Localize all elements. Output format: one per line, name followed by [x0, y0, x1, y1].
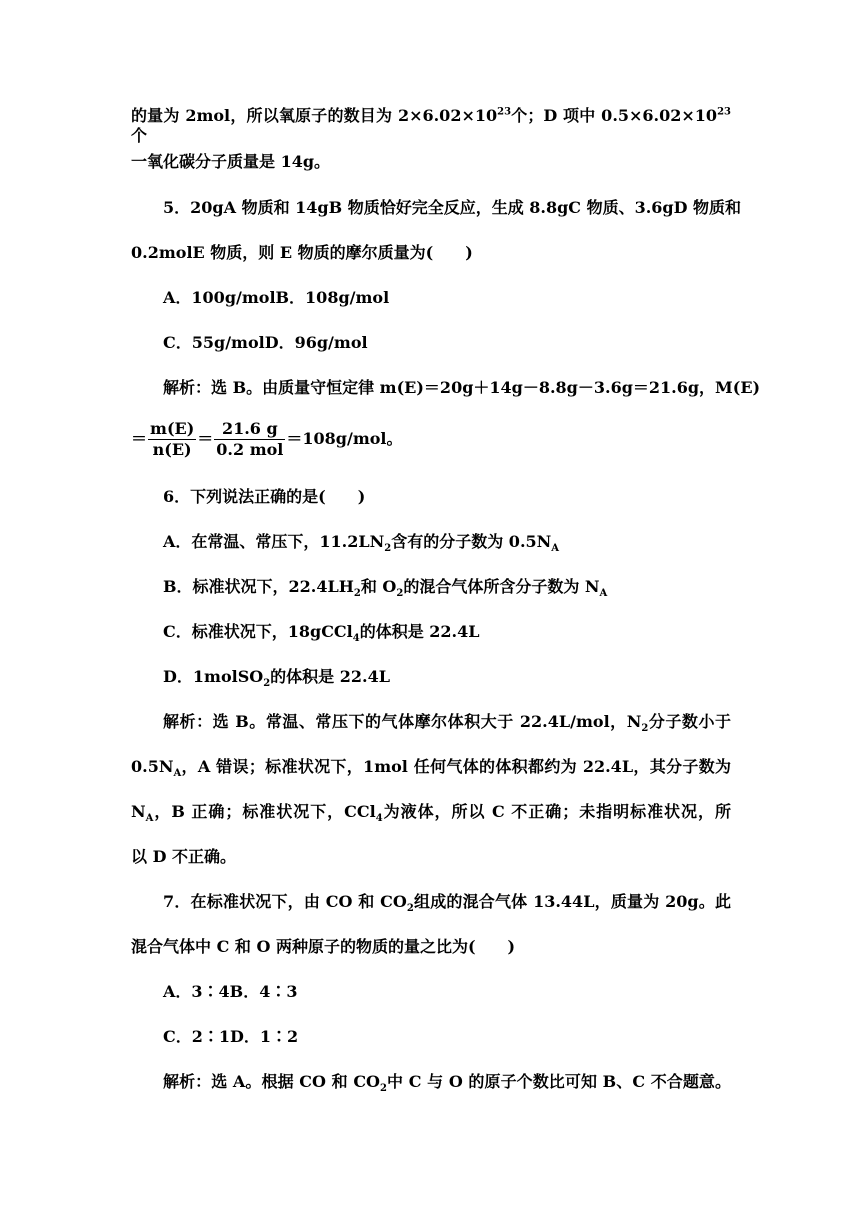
- q6-option-a: A．在常温、常压下，$11.2LN_2$含有的分子数为 $0.5N_A$: [163, 532, 560, 555]
- q5-options-ab: A．100g/molB．108g/mol: [163, 288, 390, 307]
- q6-option-c: C．标准状况下，18gCCl$_4$的体积是 22.4L: [163, 622, 480, 645]
- q7-options-cd: C．2∶1D．1∶2: [163, 1027, 299, 1046]
- q6-answer-line-1: 解析：选 B。常温、常压下的气体摩尔体积大于 22.4L/mol，$N_2$分子数小于: [163, 712, 731, 735]
- q5-stem-line-2: 0.2molE 物质，则 E 物质的摩尔质量为( ): [131, 243, 473, 262]
- q7-stem-line-2: 混合气体中 C 和 O 两种原子的物质的量之比为( ): [131, 937, 516, 956]
- q6-option-d: D．1molSO$_2$的体积是 22.4L: [163, 667, 390, 690]
- q6-answer-line-2: $0.5N_A$，A 错误；标准状况下，1mol 任何气体的体积都约为 22.4L，其分子数为: [131, 757, 731, 780]
- q7-answer: 解析：选 A。根据 CO 和 $CO_2$中 C 与 O 的原子个数比可知 B、C 不合题意。: [163, 1072, 731, 1095]
- q6-option-b: B．标准状况下，$22.4LH_2$和 $O_2$的混合气体所含分子数为 $N_A$: [163, 577, 608, 600]
- q6-answer-line-4: 以 D 不正确。: [131, 847, 237, 866]
- q6-stem: 6．下列说法正确的是( ): [163, 487, 366, 506]
- fraction-values: $\frac{21.6 g}{\text{0.2 mol}}$: [216, 419, 284, 459]
- prev-answer-line-2: 一氧化碳分子质量是 14g。: [131, 152, 331, 171]
- q6-answer-line-3: $N_A$，B 正确；标准状况下，CCl$_4$为液体，所以 C 不正确；未指明标准状况，所: [131, 802, 731, 825]
- fraction-m-over-n: $\frac{m(E)}{n(E)}$: [150, 419, 195, 459]
- q7-options-ab: A．3∶4B．4∶3: [163, 982, 298, 1001]
- q5-options-cd: C．55g/molD．96g/mol: [163, 333, 368, 352]
- q5-answer-formula: ＝ $\frac{m(E)}{n(E)}$ ＝ $\frac{21.6 g}{\text{0.2 mol}}$ ＝108g/mol。: [131, 419, 403, 459]
- q5-answer-line-1: 解析：选 B。由质量守恒定律 m(E)＝20g＋14g－8.8g－3.6g＝21.6g，M(E): [163, 378, 761, 397]
- prev-answer-line-1: 的量为 2mol，所以氧原子的数目为 $2\times 6.02\times 10^{23}$个；D 项中 $0.5\times 6.02\times 10^{23}$个: [131, 106, 731, 145]
- q7-stem-line-1: 7．在标准状况下，由 CO 和 $CO_2$组成的混合气体 13.44L，质量为 20g。此: [163, 892, 731, 915]
- q5-stem-line-1: 5．20gA 物质和 14gB 物质恰好完全反应，生成 8.8gC 物质、3.6gD 物质和: [163, 198, 742, 217]
